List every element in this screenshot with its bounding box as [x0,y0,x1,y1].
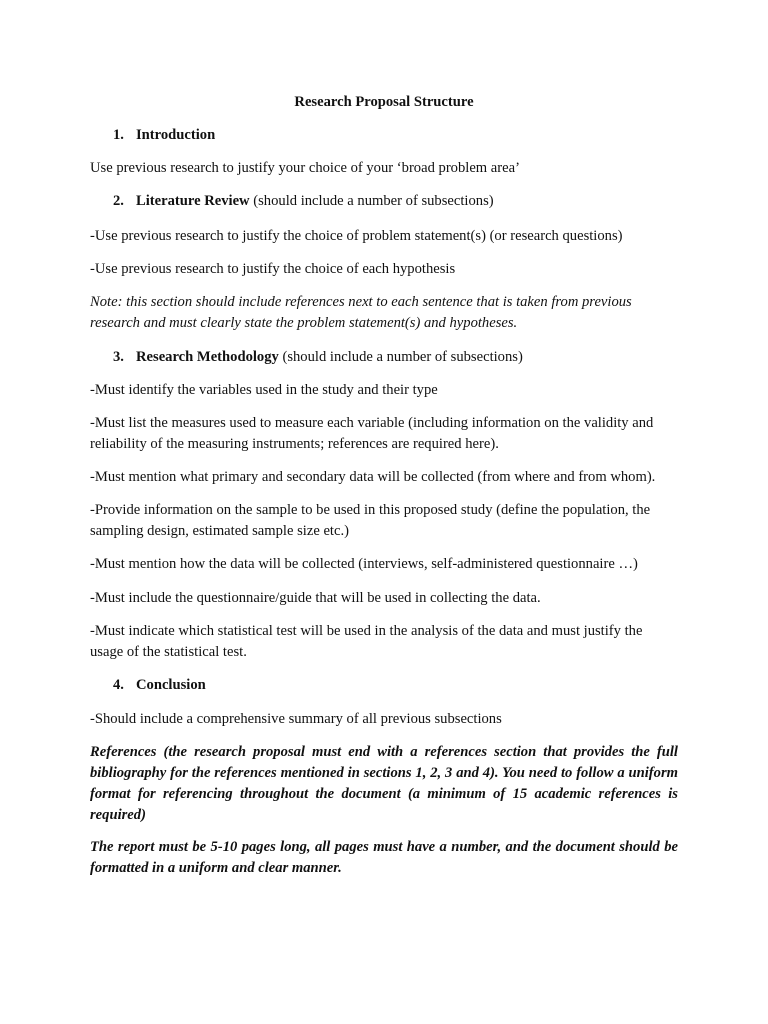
paragraph: -Use previous research to justify the choice of problem statement(s) (or research questions) [90,228,623,244]
section-heading-conclusion [113,675,678,696]
references-note: References (the research proposal must end with a references section that provides the full bibliography for the references mentioned in sections 1, 2, 3 and 4). You need to follow a uniform format for referencing throughout the document (a minimum of 15 academic references is required) [90,744,678,823]
italic-note: Note: this section should include references next to each sentence that is taken from previous research and must clearly state the problem statement(s) and hypotheses. [90,294,632,331]
paragraph: -Provide information on the sample to be used in this proposed study (define the population, the sampling design, estimated sample size etc.) [90,502,651,539]
section-title: Introduction [136,127,216,143]
paragraph: -Must include the questionnaire/guide that will be used in collecting the data. [90,590,541,606]
paragraph: -Must mention how the data will be collected (interviews, self-administered questionnaire …) [90,556,638,572]
section-number: 3. [113,349,124,365]
document-title: Research Proposal Structure [294,94,474,110]
paragraph: -Use previous research to justify the choice of each hypothesis [90,261,456,277]
section-note: (should include a number of subsections) [282,349,523,365]
section-heading-literature-review [113,191,678,212]
paragraph: -Should include a comprehensive summary of all previous subsections [90,711,502,727]
section-heading-research-methodology [113,347,678,368]
section-heading-introduction [113,125,678,146]
paragraph: -Must list the measures used to measure each variable (including information on the validity and reliability of the measuring instruments; references are required here). [90,415,654,452]
section-note: (should include a number of subsections) [253,193,494,209]
paragraph: -Must mention what primary and secondary data will be collected (from where and from whom). [90,469,656,485]
section-number: 4. [113,677,124,693]
paragraph: -Must identify the variables used in the study and their type [90,382,438,398]
section-number: 2. [113,193,124,209]
section-title: Research Methodology [136,349,279,365]
section-title: Literature Review [136,193,250,209]
paragraph: Use previous research to justify your choice of your ‘broad problem area’ [90,160,520,176]
paragraph: -Must indicate which statistical test will be used in the analysis of the data and must justify the usage of the statistical test. [90,623,643,660]
section-number: 1. [113,127,124,143]
report-note: The report must be 5-10 pages long, all pages must have a number, and the document should be formatted in a uniform and clear manner. [90,839,678,876]
section-title: Conclusion [136,677,206,693]
